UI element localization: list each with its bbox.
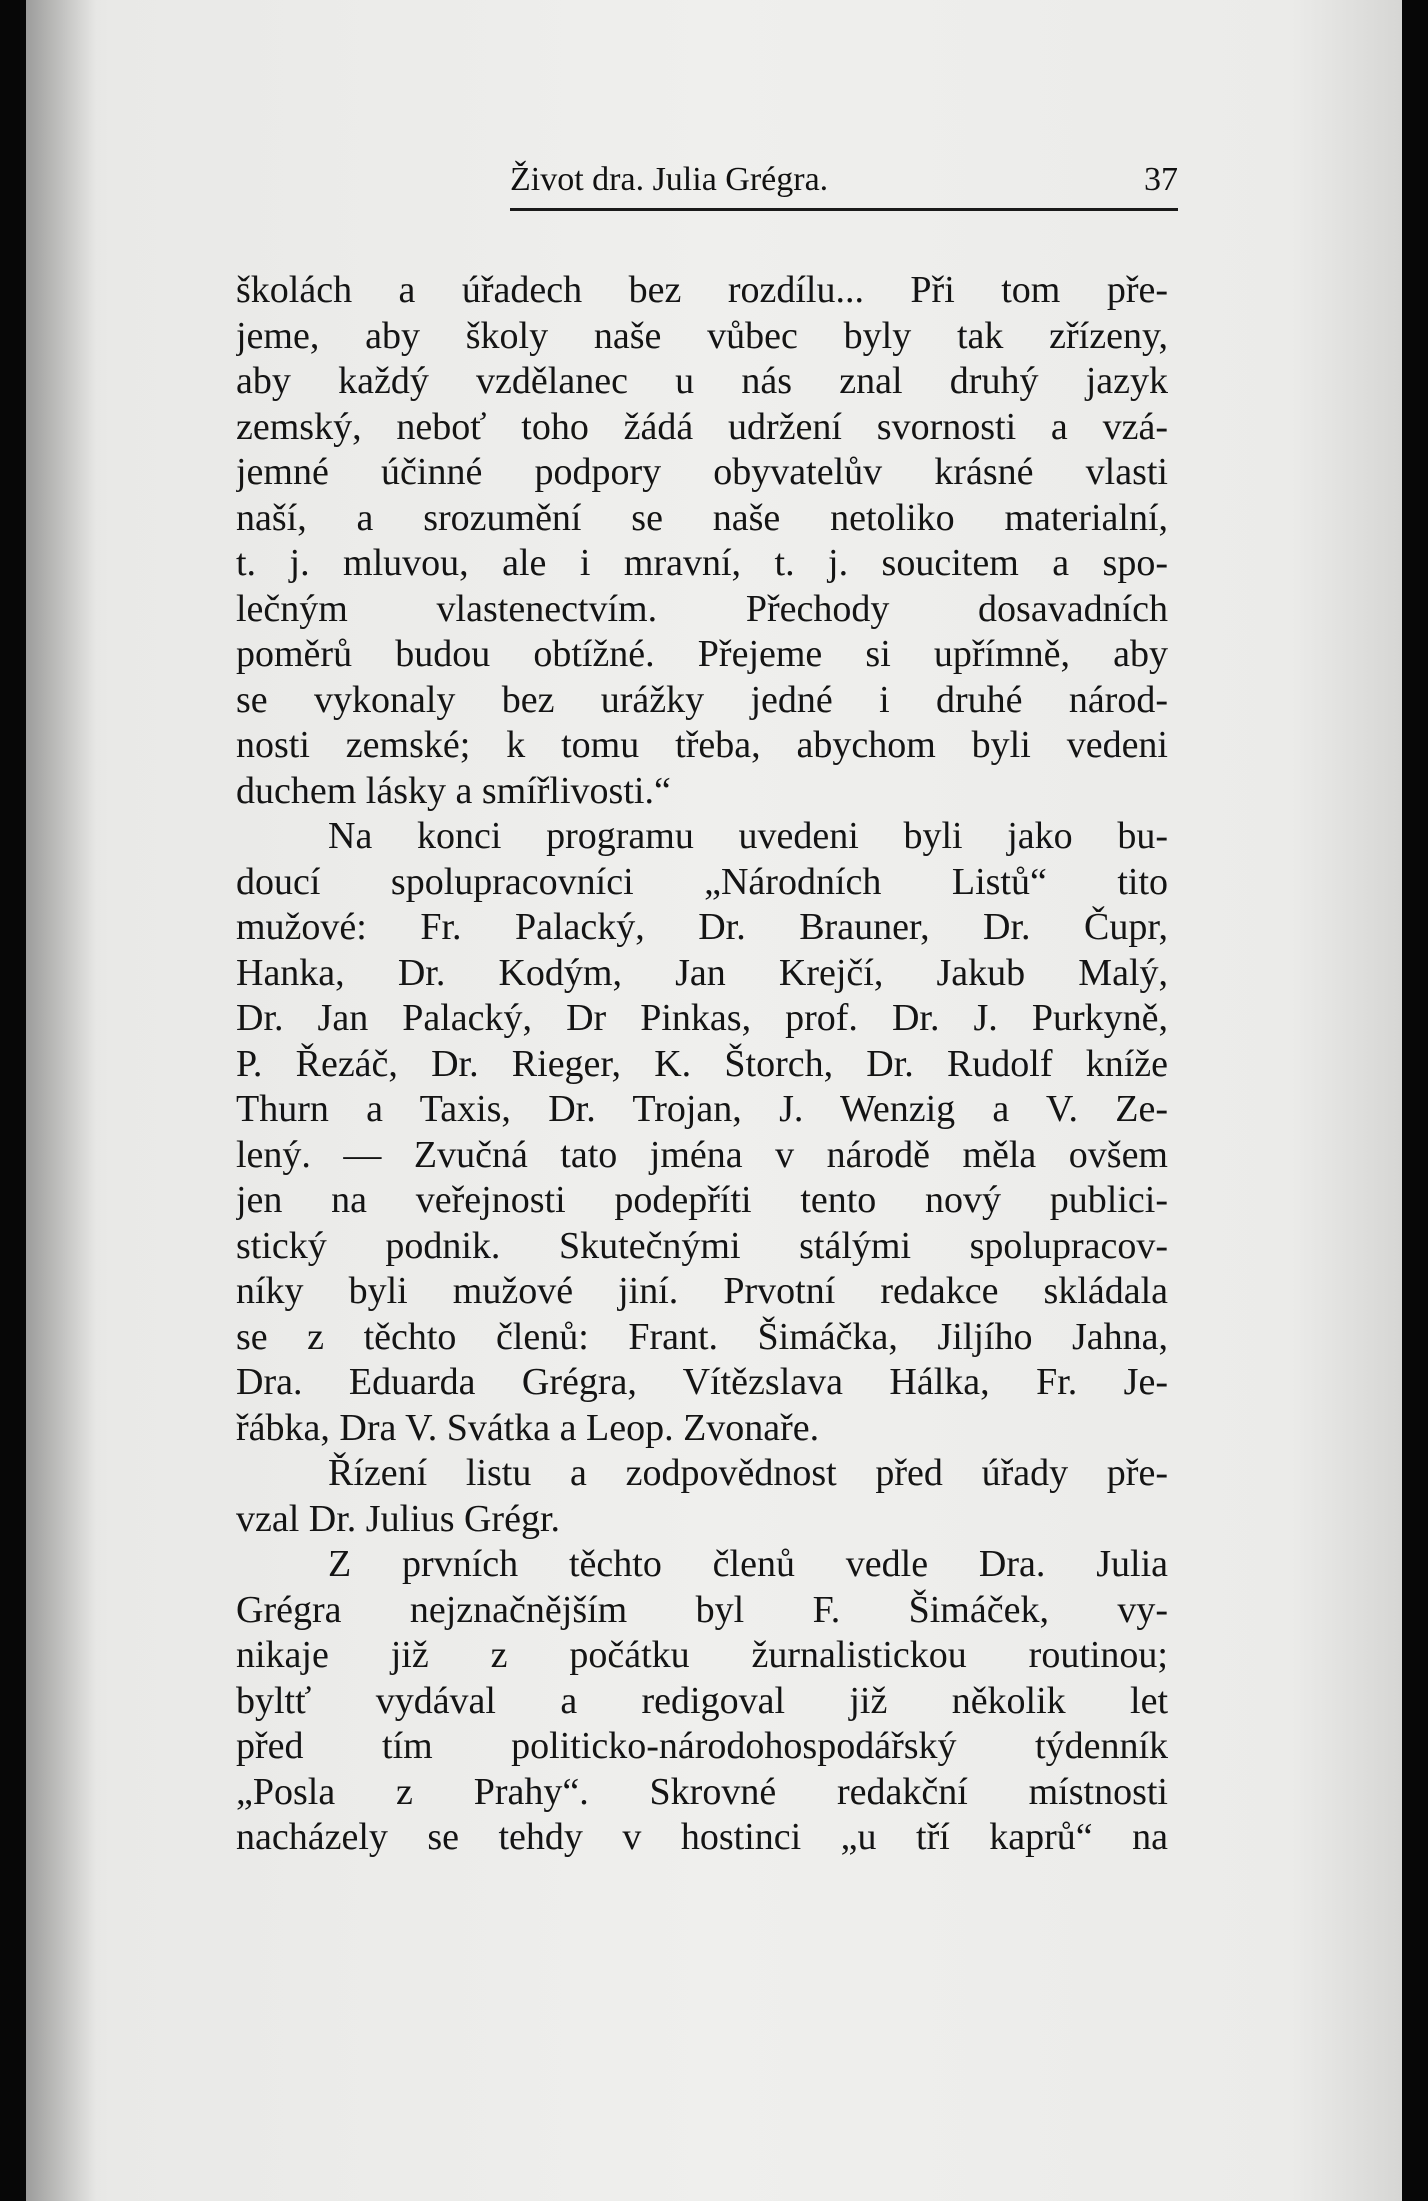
scanned-page [26,0,1402,2201]
text-line: jemné účinné podpory obyvatelův krásné vlasti [236,451,1168,493]
page-edge-shadow [26,0,96,2201]
text-line: zemský, neboť toho žádá udržení svornosti a vzá- [236,405,1168,448]
text-line: doucí spolupracovníci „Národních Listů“ tito [236,860,1168,903]
text-line: Řízení listu a zodpovědnost před úřady pře- [328,1452,1168,1494]
running-title: Život dra. Julia Grégra. [510,161,829,198]
text-line: řábka, Dra V. Svátka a Leop. Zvonaře. [236,1406,820,1449]
text-line: se z těchto členů: Frant. Šimáčka, Jiljího Jahna, [236,1315,1168,1358]
text-line: níky byli mužové jiní. Prvotní redakce skládala [236,1270,1168,1312]
text-line: Na konci programu uvedeni byli jako bu- [328,815,1168,857]
text-line: před tím politicko-národohospodářský týdenník [236,1725,1168,1767]
text-line: nikaje již z počátku žurnalistickou routinou; [236,1634,1168,1676]
page-number: 37 [1144,161,1178,198]
text-line: Dr. Jan Palacký, Dr Pinkas, prof. Dr. J. Purkyně, [236,997,1168,1039]
text-line: stický podnik. Skutečnými stálými spolupracov- [236,1224,1168,1267]
text-line: mužové: Fr. Palacký, Dr. Brauner, Dr. Čupr, [236,906,1168,948]
text-line: jen na veřejnosti podepříti tento nový publici- [236,1179,1168,1221]
text-line: Z prvních těchto členů vedle Dra. Julia [328,1543,1168,1585]
page-header [510,160,1178,211]
text-line: vzal Dr. Julius Grégr. [236,1497,561,1540]
text-line: Dra. Eduarda Grégra, Vítězslava Hálka, Fr. Je- [236,1361,1168,1403]
text-line: byltť vydával a redigoval již několik let [236,1679,1168,1722]
text-line: duchem lásky a smířlivosti.“ [236,769,671,812]
text-line: se vykonaly bez urážky jedné i druhé národ- [236,678,1168,721]
text-line: aby každý vzdělanec u nás znal druhý jazyk [236,360,1168,402]
text-line: Hanka, Dr. Kodým, Jan Krejčí, Jakub Malý, [236,951,1168,994]
text-line: lený. — Zvučná tato jména v národě měla ovšem [236,1133,1168,1176]
text-line: jeme, aby školy naše vůbec byly tak zřízeny, [236,314,1168,357]
body-text [236,268,1168,1861]
text-line: t. j. mluvou, ale i mravní, t. j. soucitem a spo- [236,542,1168,584]
text-line: poměrů budou obtížné. Přejeme si upřímně, aby [236,633,1168,675]
text-line: Grégra nejznačnějším byl F. Šimáček, vy- [236,1588,1168,1631]
text-line: naší, a srozumění se naše netoliko materialní, [236,496,1168,539]
text-line: Thurn a Taxis, Dr. Trojan, J. Wenzig a V. Ze- [236,1088,1168,1130]
text-line: nacházely se tehdy v hostinci „u tří kaprů“ na [236,1816,1168,1858]
text-line: školách a úřadech bez rozdílu... Při tom pře- [236,269,1168,311]
text-line: nosti zemské; k tomu třeba, abychom byli vedeni [236,724,1168,766]
text-line: lečným vlastenectvím. Přechody dosavadních [236,587,1168,630]
text-line: P. Řezáč, Dr. Rieger, K. Štorch, Dr. Rudolf kníže [236,1042,1168,1085]
text-line: „Posla z Prahy“. Skrovné redakční místnosti [236,1770,1168,1813]
